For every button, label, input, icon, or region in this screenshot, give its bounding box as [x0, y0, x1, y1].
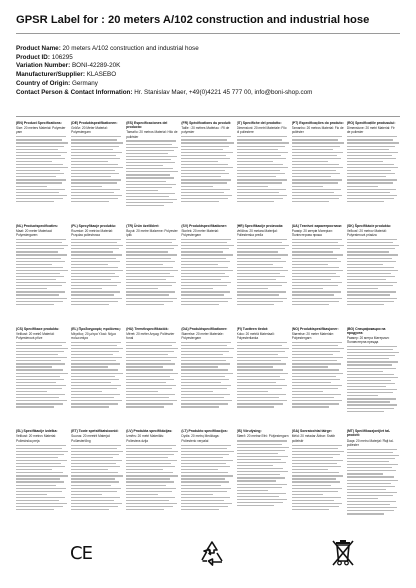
spec-section	[237, 428, 290, 530]
spec-section	[181, 120, 234, 222]
product-info-key: Variation Number:	[16, 62, 71, 70]
product-info-value: 106295	[51, 53, 73, 61]
spec-fine-print	[237, 136, 289, 202]
spec-section-heading: (DA) Produktspecifikationer:	[181, 326, 228, 331]
spec-fine-print	[181, 342, 233, 408]
spec-fine-print	[347, 346, 399, 412]
spec-section-body: Boyut: 20 metre Malzeme: Polyester iplik	[126, 228, 178, 238]
spec-fine-print	[71, 136, 123, 202]
spec-section-heading: (EN) Product Specifications:	[16, 121, 62, 125]
product-info-row	[16, 89, 400, 98]
spec-section-body: Veľkosť: 20 metrov Materiál: Polyesterová priadza	[346, 228, 387, 238]
spec-fine-print	[347, 239, 399, 305]
spec-section-heading: (LV) Produkta specifikācijas:	[126, 429, 173, 434]
spec-section-heading: (MT) Speċifikazzjonijiet tal-prodott:	[346, 429, 391, 438]
spec-section-body: Velikost: 20 metrů Materiál: Polyesterová příze	[16, 331, 55, 340]
spec-section-body: Izmērs: 20 metri Materiāls: Poliestera dzija	[126, 434, 164, 443]
product-info-value: KLASEBO	[86, 71, 117, 79]
product-info-value: Hr. Stanislav Maer, +49(0)4221 45 777 00, info@boni-shop.com	[134, 88, 313, 96]
spec-section	[181, 428, 234, 530]
spec-section-heading: (LT) Produkto specifikacijos:	[181, 429, 228, 434]
spec-section-body: Размер: 20 метра Материал: Полиестерна прежда	[346, 335, 390, 344]
spec-section-heading: (SK) Špecifikácie produktu:	[346, 223, 392, 228]
product-info-key: Product ID:	[16, 53, 50, 61]
spec-section-heading: (PT) Especificações do produto:	[291, 121, 344, 125]
spec-section	[292, 326, 345, 428]
spec-section	[71, 120, 124, 222]
spec-section	[347, 223, 400, 325]
product-info-key: Product Name:	[16, 45, 61, 52]
spec-section	[126, 428, 179, 530]
spec-fine-print	[292, 342, 344, 408]
spec-section-body: Dimensioni: 20 metri Materiale: Filo di poliestere	[236, 126, 287, 135]
spec-section-body: Taille : 20 mètres Matériau : Fil de polyester	[181, 126, 230, 135]
spec-section-heading: (SV) Produktspecifikationer:	[181, 223, 228, 228]
spec-fine-print	[126, 239, 178, 305]
spec-section-body: Tamaño: 20 metros Material: Hilo de poliéster	[126, 130, 178, 139]
spec-fine-print	[237, 239, 289, 305]
product-info-key: Country of Origin:	[16, 79, 71, 87]
spec-section	[237, 120, 290, 222]
spec-section	[16, 223, 69, 325]
spec-fine-print	[126, 140, 178, 206]
page-title: GPSR Label for : 20 meters A/102 construction and industrial hose	[16, 14, 370, 26]
spec-section-body: Stærð: 20 metrar Efni: Pólýestergarn	[236, 434, 289, 439]
spec-section	[16, 326, 69, 428]
spec-fine-print	[292, 136, 344, 202]
spec-fine-print	[16, 342, 68, 408]
spec-section-heading: (ET) Toote spetsifikatsioonid:	[71, 429, 119, 434]
spec-section	[292, 223, 345, 325]
divider	[16, 33, 400, 34]
spec-section	[71, 326, 124, 428]
product-info-value: Germany	[71, 79, 98, 87]
product-info-row	[16, 71, 400, 80]
product-info-row	[16, 54, 400, 63]
spec-section	[181, 223, 234, 325]
spec-section-heading: (BG) Спецификации на продукта:	[346, 326, 386, 335]
spec-fine-print	[71, 342, 123, 408]
crossed-out-wheelie-bin-icon	[330, 538, 356, 568]
spec-section-heading: (NO) Produktspesifikasjoner:	[291, 326, 339, 331]
spec-section-body: Velikost: 20 metrov Material: Poliestrska preja	[16, 434, 57, 443]
spec-section-body: Розмір: 20 метрів Матеріал: Поліестерова пряжа	[291, 228, 333, 238]
spec-fine-print	[292, 239, 344, 305]
spec-section	[181, 326, 234, 428]
spec-section-heading: (EL) Προδιαγραφές προϊόντος:	[71, 326, 122, 331]
spec-section	[126, 120, 179, 222]
spec-section-heading: (FI) Tuotteen tiedot:	[236, 326, 269, 331]
spec-section	[292, 428, 345, 530]
spec-fine-print	[16, 239, 68, 305]
spec-section-body: Maat: 20 meter Materiaal: Polyestergaren	[16, 228, 53, 238]
spec-fine-print	[237, 342, 289, 408]
spec-section-heading: (NL) Productspecificaties:	[16, 223, 59, 228]
spec-section-body: Rozmiar: 20 metrów Materiał: Przędza poliestrowa	[71, 228, 113, 238]
spec-section-body: Storlek: 20 meter Material: Polyestergarn	[181, 228, 219, 238]
spec-fine-print	[16, 136, 68, 202]
spec-section-heading: (IT) Specifiche del prodotto:	[236, 121, 282, 125]
spec-section-heading: (GA) Sonraíochtaí táirge:	[291, 429, 332, 434]
spec-section	[16, 120, 69, 222]
product-info-row	[16, 62, 400, 71]
product-info-value: BONI-42289-20K	[71, 62, 121, 70]
spec-section-body: Veličina: 20 metara Materijal: Poliesterska pređa	[236, 228, 278, 238]
spec-section-heading: (SL) Specifikacije izdelka:	[16, 429, 58, 434]
spec-section-heading: (ES) Especificaciones del producto:	[126, 121, 168, 130]
product-info-key: Manufacturer/Supplier:	[16, 71, 85, 79]
spec-section-heading: (FR) Spécifications du produit:	[181, 121, 231, 125]
spec-fine-print	[181, 445, 233, 511]
spec-fine-print	[347, 449, 399, 515]
spec-section-body: Méid: 20 méadar Ábhar: Snáth poileistir	[291, 434, 336, 443]
spec-fine-print	[71, 445, 123, 511]
spec-section-body: Dimensiune: 20 metri Material: Fir de poliester	[346, 126, 395, 135]
spec-section-body: Μέγεθος: 20 μέτρα Υλικό: Νήμα πολυεστέρα	[71, 331, 116, 340]
specifications-grid	[16, 120, 400, 530]
spec-fine-print	[126, 342, 178, 408]
divider	[16, 116, 400, 117]
spec-section-body: Größe: 20 Meter Material: Polyestergarn	[71, 126, 108, 135]
product-info-value: 20 meters A/102 construction and industrial hose	[62, 45, 199, 52]
spec-section-heading: (TR) Ürün özellikleri:	[126, 223, 160, 228]
ce-mark-icon: CE	[70, 543, 92, 564]
spec-fine-print	[16, 445, 68, 511]
spec-fine-print	[71, 239, 123, 305]
spec-section-heading: (RO) Specificațiile produsului:	[346, 121, 396, 125]
spec-section-body: Tamanho: 20 metros Material: Fio de poliéster	[291, 126, 344, 135]
spec-fine-print	[237, 440, 289, 506]
spec-section	[237, 326, 290, 428]
spec-section	[347, 120, 400, 222]
spec-section-body: Størrelse: 20 meter Materiale: Polyestergarn	[181, 331, 224, 340]
spec-section	[16, 428, 69, 530]
spec-fine-print	[181, 239, 233, 305]
spec-section	[126, 326, 179, 428]
spec-section	[237, 223, 290, 325]
spec-section-heading: (HR) Specifikacije proizvoda:	[236, 223, 284, 228]
spec-section	[71, 428, 124, 530]
recycling-mark-icon	[198, 540, 226, 568]
spec-section	[126, 223, 179, 325]
spec-section-heading: (IS) Vörulýsing:	[236, 429, 262, 434]
spec-section-heading: (DE) Produktspezifikationen:	[71, 121, 118, 125]
spec-section-body: Størrelse: 20 meter Materiale: Polyestergarn	[291, 331, 334, 340]
spec-fine-print	[292, 445, 344, 511]
spec-section-heading: (PL) Specyfikacje produktu:	[71, 223, 116, 228]
spec-fine-print	[126, 445, 178, 511]
spec-section	[347, 428, 400, 530]
spec-section	[347, 326, 400, 428]
product-info-row	[16, 45, 400, 54]
spec-section-heading: (CS) Specifikace produktu:	[16, 326, 60, 331]
product-info-key: Contact Person & Contact Information:	[16, 88, 133, 96]
spec-section-body: Size: 20 meters Material: Polyester yarn	[16, 126, 66, 135]
spec-section-body: Daqs: 20 metru Materjal: Ħajt tal-poliester	[346, 438, 394, 447]
spec-section-heading: (UA) Технічні характеристики:	[291, 223, 342, 228]
spec-section	[292, 120, 345, 222]
spec-section-heading: (HU) Termékspecifikációk:	[126, 326, 169, 331]
spec-section-body: Koko: 20 metriä Materiaali: Polyesterilanka	[236, 331, 275, 340]
spec-section-body: Suurus: 20 meetrit Materjal: Polüesterlõng	[71, 434, 111, 443]
spec-section	[71, 223, 124, 325]
spec-section-body: Méret: 20 méter Anyag: Poliészter fonal	[126, 331, 175, 340]
product-info-row	[16, 80, 400, 89]
product-info	[16, 45, 400, 97]
spec-fine-print	[181, 136, 233, 202]
spec-fine-print	[347, 136, 399, 202]
spec-section-body: Dydis: 20 metrų Medžiaga: Poliesterio verpalai	[181, 434, 220, 443]
